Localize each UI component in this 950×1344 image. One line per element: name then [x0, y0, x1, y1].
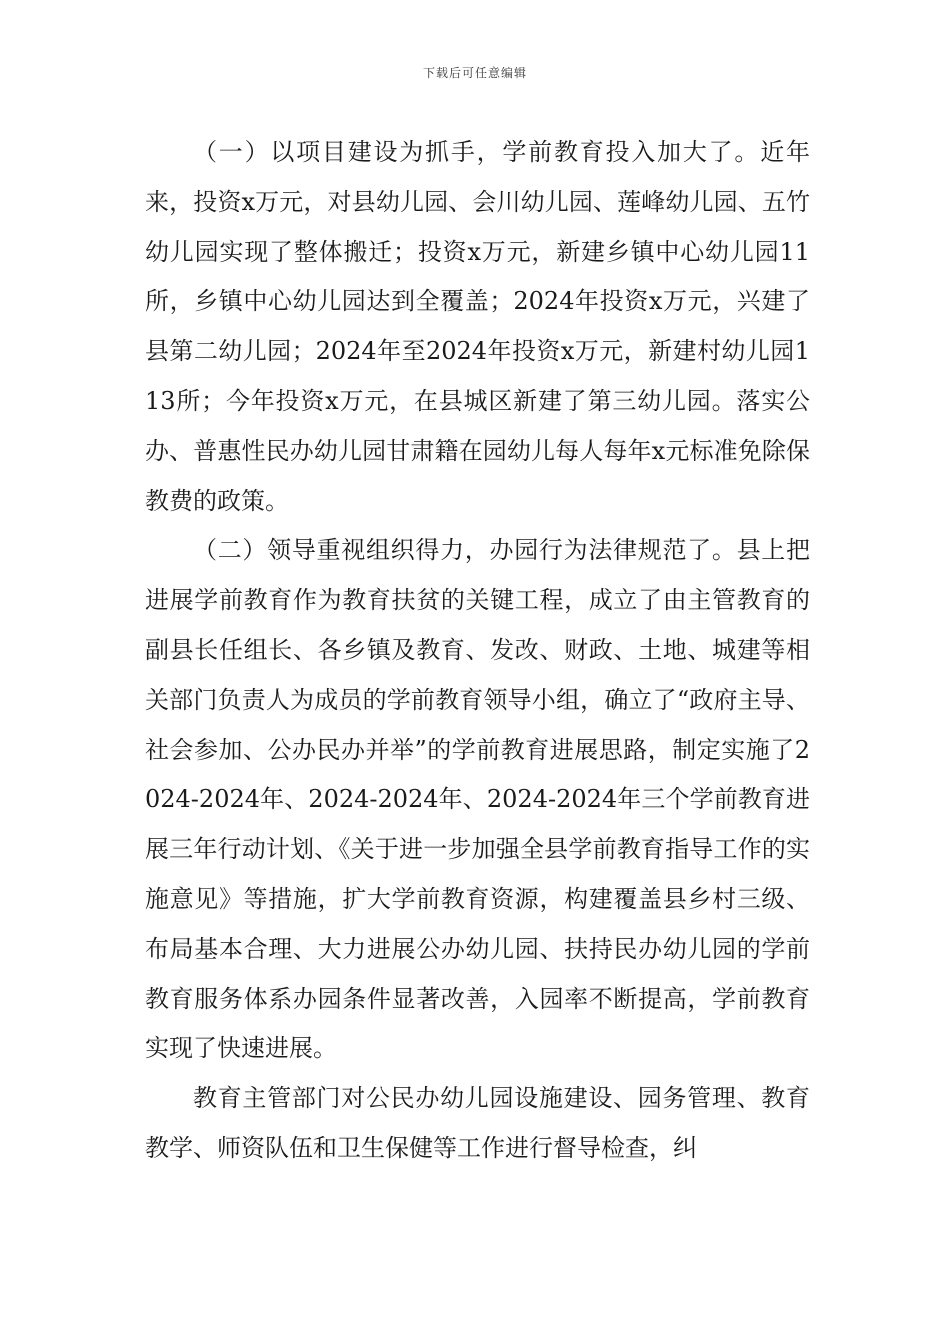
paragraph-2: （二）领导重视组织得力，办园行为法律规范了。县上把进展学前教育作为教育扶贫的关键工程，成立了由主管教育的副县长任组长、各乡镇及教育、发改、财政、土地、城建等相关部门负责人为成员的学前教育领导小组，确立了“政府主导、社会参加、公办民办并举”的学前教育进展思路，制定实施了2024-2024年、2024-2024年、2024-2024年三个学前教育进展三年行动计划、《关于进一步加强全县学前教育指导工作的实施意见》等措施，扩大学前教育资源，构建覆盖县乡村三级、布局基本合理、大力进展公办幼儿园、扶持民办幼儿园的学前教育服务体系办园条件显著改善，入园率不断提高，学前教育实现了快速进展。	[145, 536, 810, 1063]
document-body	[145, 128, 810, 1174]
paragraph-1: （一）以项目建设为抓手，学前教育投入加大了。近年来，投资x万元，对县幼儿园、会川幼儿园、莲峰幼儿园、五竹幼儿园实现了整体搬迁；投资x万元，新建乡镇中心幼儿园11所，乡镇中心幼儿园达到全覆盖；2024年投资x万元，兴建了县第二幼儿园；2024年至2024年投资x万元，新建村幼儿园113所；今年投资x万元，在县城区新建了第三幼儿园。落实公办、普惠性民办幼儿园甘肃籍在园幼儿每人每年x元标准免除保教费的政策。	[145, 138, 810, 515]
page-header: 下载后可任意编辑	[422, 66, 527, 80]
paragraph-3: 教育主管部门对公民办幼儿园设施建设、园务管理、教育教学、师资队伍和卫生保健等工作进行督导检查，纠	[145, 1084, 810, 1162]
